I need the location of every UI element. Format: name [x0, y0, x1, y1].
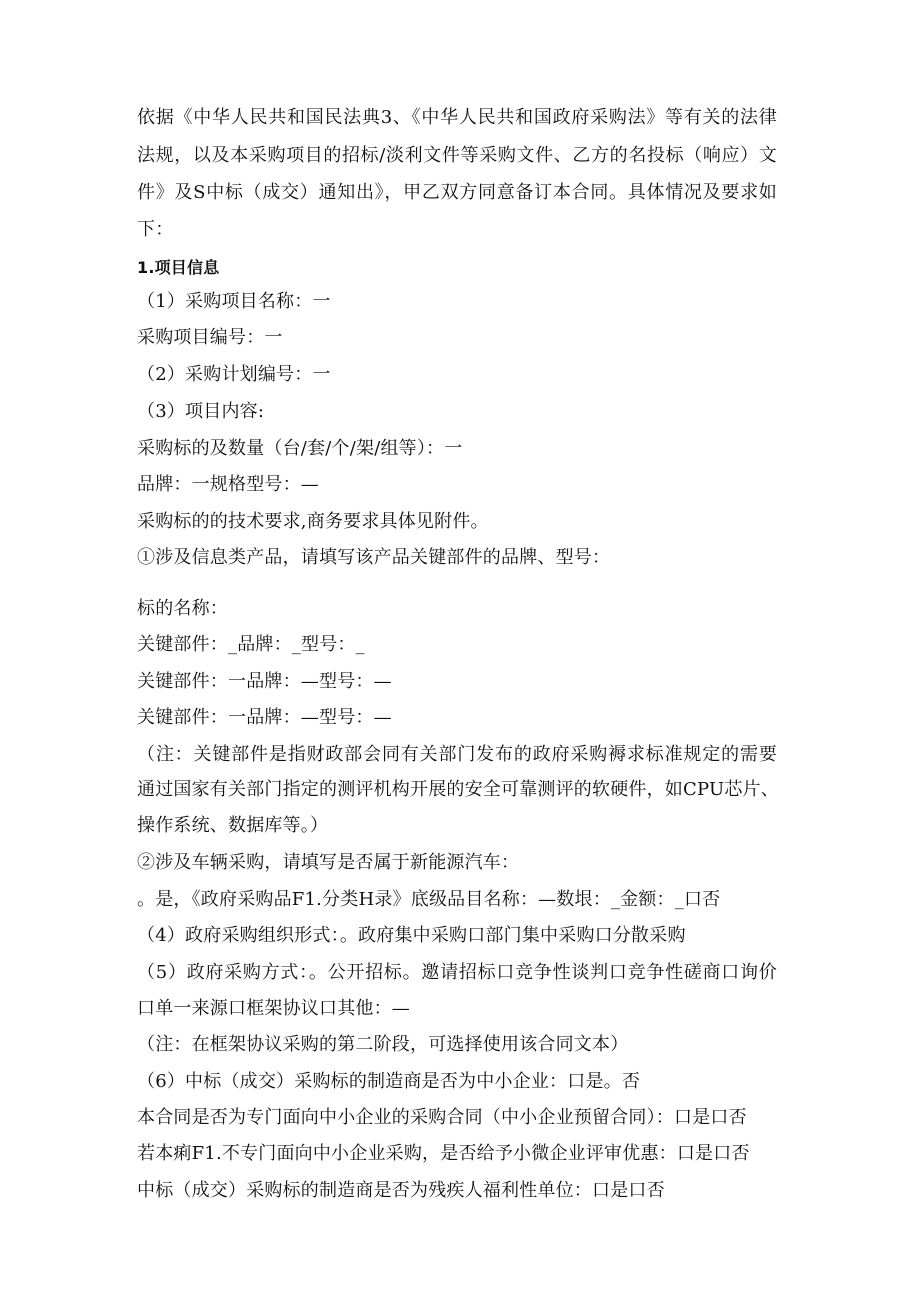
- plan-number: （2）采购计划编号：一: [137, 364, 331, 385]
- sme-manufacturer: （6）中标（成交）采购标的制造商是否为中小企业：口是。否: [137, 1071, 641, 1092]
- brand-model: 品牌：一规格型号：—: [137, 474, 319, 495]
- sme-reserved-contract: 本合同是否为专门面向中小企业的采购合同（中小企业预留合同）：口是口否: [137, 1107, 747, 1128]
- sme-discount: 若本痢F1.不专门面向中小企业采购，是否给予小微企业评审优惠：口是口否: [137, 1143, 750, 1164]
- intro-line-1: 依据《中华人民共和国民法典3、《中华人民共和国政府采购法》等有关的法律: [137, 107, 777, 128]
- section-title-project-info: 1.项目信息: [137, 258, 220, 277]
- info-products-note: ①涉及信息类产品，请填写该产品关键部件的品牌、型号：: [137, 547, 611, 568]
- intro-line-3: 件》及S中标（成交）通知出》，甲乙双方同意备订本合同。具体情况及要求如: [137, 182, 777, 203]
- procurement-method-line-2: 口单一来源口框架协议口其他：—: [137, 998, 410, 1019]
- note-key-parts-line-3: 操作系统、数据库等。）: [137, 815, 329, 836]
- project-name: （1）采购项目名称：一: [137, 291, 331, 312]
- project-number: 采购项目编号：一: [137, 327, 283, 348]
- content-title: （3）项目内容:: [137, 401, 265, 422]
- note-key-parts-line-1: （注：关键部件是指财政部会同有关部门发布的政府采购褥求标准规定的需要: [137, 744, 777, 765]
- vehicle-options: 。是，《政府采购品F1.分类H录》底级品目名称：—数垠：_金额：_口否: [137, 889, 721, 910]
- key-part-1: 关键部件：_品牌：_型号：_: [137, 634, 365, 655]
- framework-note: （注：在框架协议采购的第二阶段，可选择使用该合同文本）: [137, 1034, 629, 1055]
- technical-requirements: 采购标的的技术要求,商务要求具体见附件。: [137, 511, 489, 532]
- vehicle-question: ②涉及车辆采购，请填写是否属于新能源汽车：: [137, 852, 520, 873]
- procurement-method-line-1: （5）政府采购方式：。公开招标。邀请招标口竞争性谈判口竞争性磋商口询价: [137, 962, 777, 983]
- disabled-welfare-unit: 中标（成交）采购标的制造商是否为残疾人福利性单位：口是口否: [137, 1180, 665, 1201]
- key-part-2: 关键部件：一品牌：—型号：—: [137, 671, 392, 692]
- intro-line-2: 法规，以及本采购项目的招标/淡利文件等采购文件、乙方的名投标（响应）文: [137, 145, 777, 166]
- organization-form: （4）政府采购组织形式：。政府集中采购口部门集中采购口分散采购: [137, 925, 686, 946]
- target-name: 标的名称：: [137, 598, 228, 619]
- note-key-parts-line-2: 通过国家有关部门指定的测评机构开展的安全可靠测评的软硬件，如CPU芯片、: [137, 779, 779, 800]
- intro-line-4: 下：: [137, 219, 174, 240]
- quantity: 采购标的及数量（台/套/个/架/组等）：一: [137, 438, 463, 459]
- key-part-3: 关键部件：一品牌：—型号：—: [137, 707, 392, 728]
